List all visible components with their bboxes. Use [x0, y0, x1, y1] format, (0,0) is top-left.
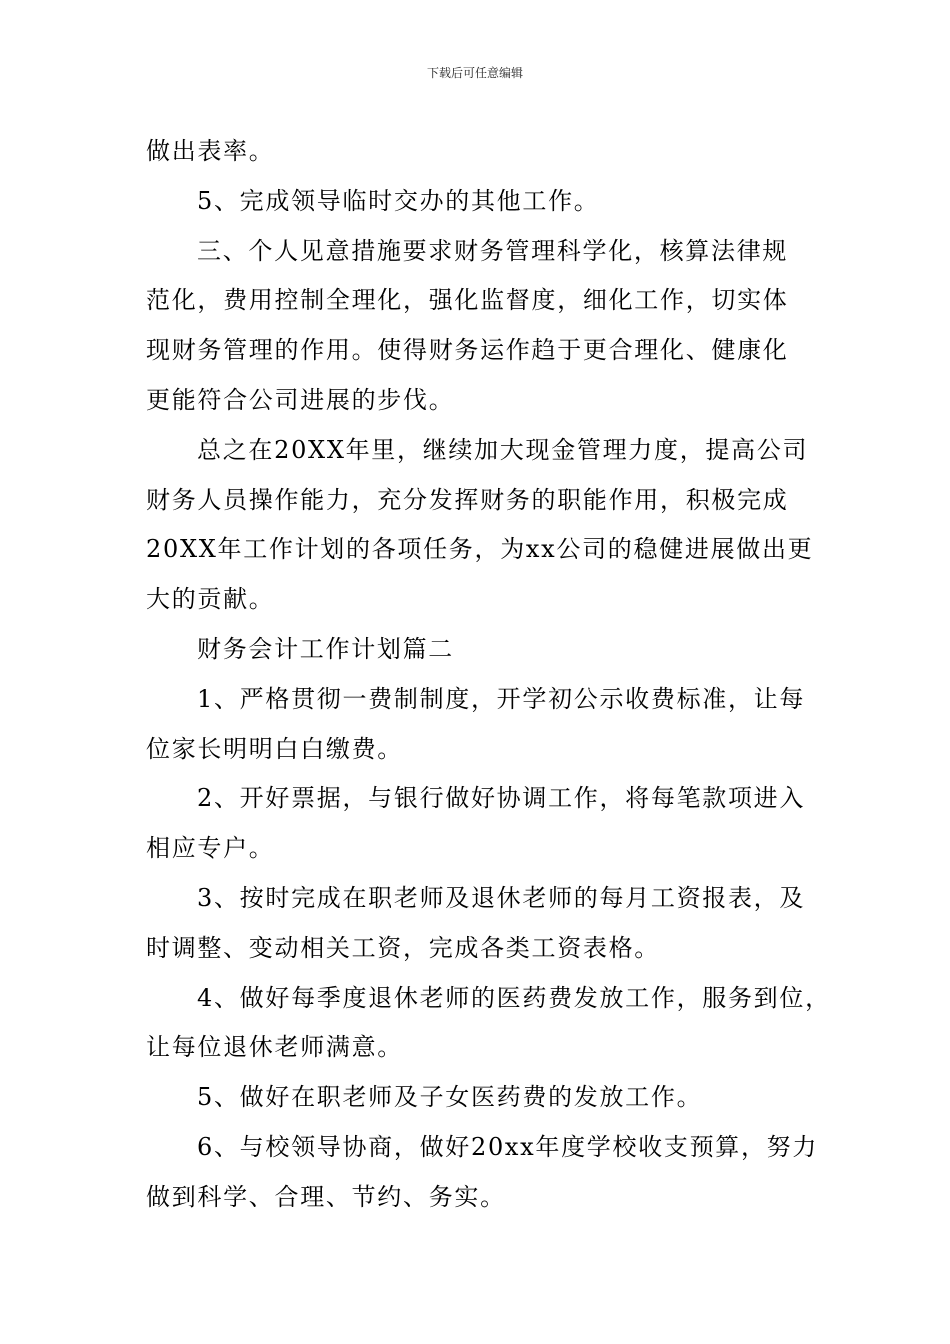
text-line: 6、与校领导协商，做好20xx年度学校收支预算，努力 [197, 1132, 819, 1161]
text-line: 20XX年工作计划的各项任务，为xx公司的稳健进展做出更 [146, 535, 814, 564]
text-line: 相应专户。 [146, 834, 275, 863]
paragraph [146, 974, 831, 1074]
text-line: 3、按时完成在职老师及退休老师的每月工资报表，及 [197, 883, 806, 912]
text-line: 更能符合公司进展的步伐。 [146, 385, 455, 414]
page-header: 下载后可任意编辑 [426, 66, 523, 80]
paragraph [146, 874, 811, 974]
text-line: 5、完成领导临时交办的其他工作。 [197, 186, 600, 215]
text-line: 让每位退休老师满意。 [146, 1033, 403, 1062]
text-line: 范化，费用控制全理化，强化监督度，细化工作，切实体 [146, 286, 789, 315]
text-line: 总之在20XX年里，继续加大现金管理力度，提高公司 [197, 435, 809, 464]
paragraph [146, 426, 814, 625]
text-line: 三、个人见意措施要求财务管理科学化，核算法律规 [197, 236, 789, 265]
document-body [146, 127, 831, 1223]
text-line: 时调整、变动相关工资，完成各类工资表格。 [146, 933, 660, 962]
paragraph [146, 227, 811, 426]
text-line: 大的贡献。 [146, 585, 275, 614]
text-line: 5、做好在职老师及子女医药费的发放工作。 [197, 1083, 703, 1112]
paragraph [146, 774, 811, 874]
text-line: 4、做好每季度退休老师的医药费发放工作，服务到位， [197, 983, 831, 1012]
paragraph [146, 675, 811, 775]
paragraph [146, 177, 811, 227]
text-line: 做出表率。 [146, 137, 275, 165]
paragraph [146, 1073, 811, 1123]
text-line: 做到科学、合理、节约、务实。 [146, 1182, 506, 1211]
text-line: 现财务管理的作用。使得财务运作趋于更合理化、健康化 [146, 336, 789, 365]
text-line: 1、严格贯彻一费制制度，开学初公示收费标准，让每 [197, 684, 806, 713]
text-line: 位家长明明白白缴费。 [146, 734, 403, 763]
paragraph [146, 1123, 819, 1223]
text-line: 财务会计工作计划篇二 [197, 634, 454, 663]
text-line: 2、开好票据，与银行做好协调工作，将每笔款项进入 [197, 784, 806, 813]
text-line: 财务人员操作能力，充分发挥财务的职能作用，积极完成 [146, 485, 789, 514]
section-title [146, 625, 811, 675]
paragraph [146, 127, 811, 177]
